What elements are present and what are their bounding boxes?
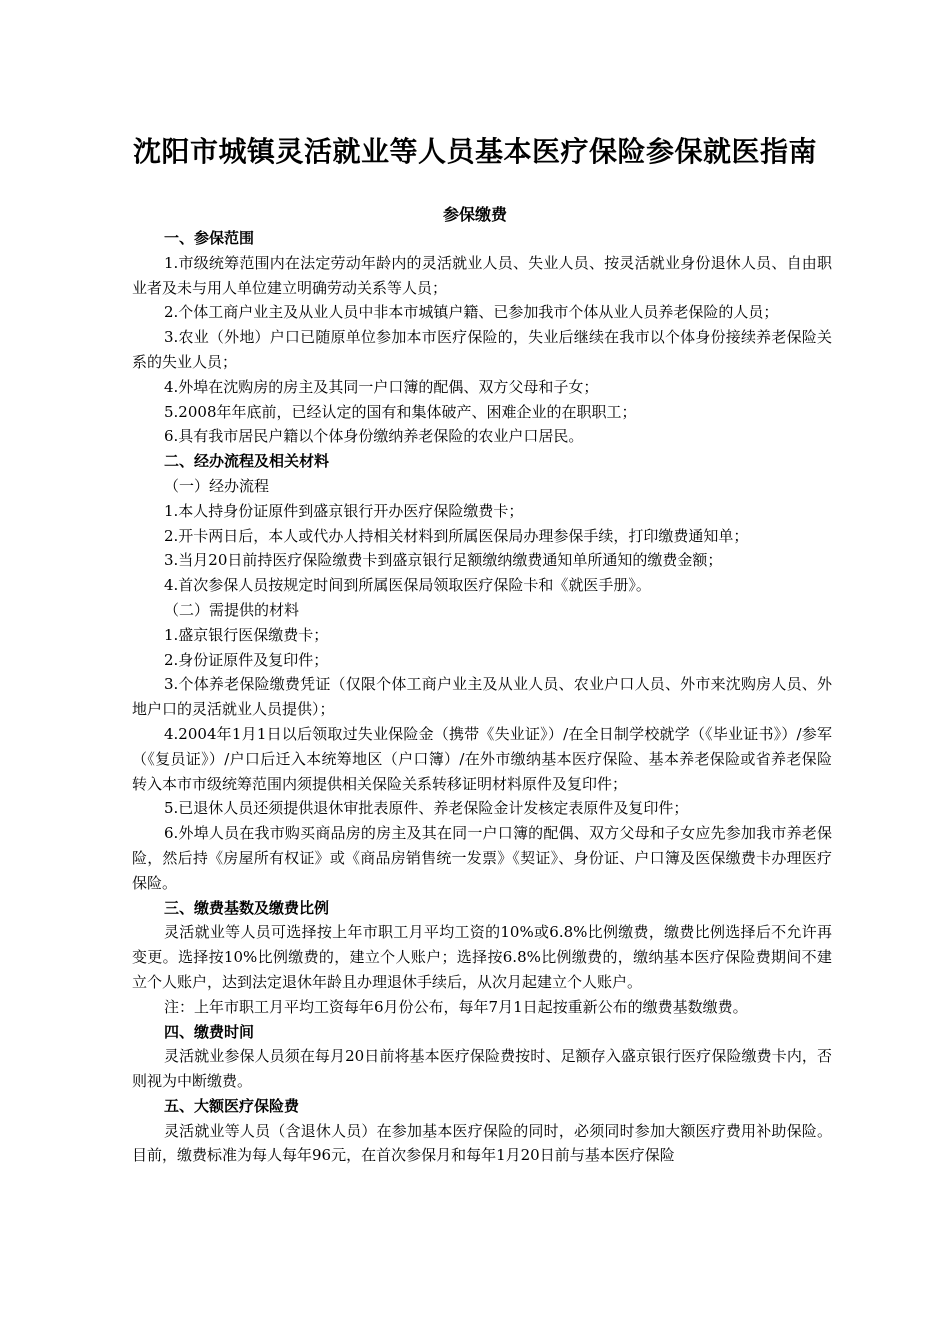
scope-item: 4.外埠在沈购房的房主及其同一户口簿的配偶、双方父母和子女； [164,377,599,396]
section-subtitle: 参保缴费 [442,205,507,224]
scope-item: 6.具有我市居民户籍以个体身份缴纳养老保险的农业户口居民。 [164,427,584,446]
subheading-flow: （一）经办流程 [164,476,270,495]
heading-major-medical: 五、大额医疗保险费 [164,1096,300,1115]
payment-time-text: 灵活就业参保人员须在每月20日前将基本医疗保险费按时、足额存入盛京银行医疗保险缴费卡内，否则视为中断缴费。 [132,1047,832,1091]
material-item: 6.外埠人员在我市购买商品房的房主及其在同一户口簿的配偶、双方父母和子女应先参加我市养老保险，然后持《房屋所有权证》或《商品房销售统一发票》《契证》、身份证、户口簿及医保缴费卡办理医疗保险。 [132,824,832,892]
flow-item: 2.开卡两日后，本人或代办人持相关材料到所属医保局办理参保手续，打印缴费通知单； [164,526,749,545]
subheading-materials: （二）需提供的材料 [164,600,300,619]
material-item: 5.已退休人员还须提供退休审批表原件、养老保险金计发核定表原件及复印件； [164,799,689,818]
material-item: 4.2004年1月1日以后领取过失业保险金（携带《失业证》）/在全日制学校就学（《毕业证书》）/参军（《复员证》）/户口后迁入本统筹地区（户口簿）/在外市缴纳基本医疗保险、基本养老保险或省养老保险转入本市市级统筹范围内须提供相关保险关系转移证明材料原件及复印件； [132,724,832,793]
scope-item: 2.个体工商户业主及从业人员中非本市城镇户籍、已参加我市个体从业人员养老保险的人员； [164,303,779,322]
contribution-text: 灵活就业等人员可选择按上年市职工月平均工资的10%或6.8%比例缴费，缴费比例选择后不允许再变更。选择按10%比例缴费的，建立个人账户；选择按6.8%比例缴费的，缴纳基本医疗保险费期间不建立个人账户，达到法定退休年龄且办理退休手续后，从次月起建立个人账户。 [132,923,832,991]
document-title: 沈阳市城镇灵活就业等人员基本医疗保险参保就医指南 [132,135,817,168]
heading-process: 二、经办流程及相关材料 [164,452,330,471]
flow-item: 3.当月20日前持医疗保险缴费卡到盛京银行足额缴纳缴费通知单所通知的缴费金额； [164,551,723,570]
scope-item: 3.农业（外地）户口已随原单位参加本市医疗保险的，失业后继续在我市以个体身份接续养老保险关系的失业人员； [132,328,832,371]
flow-item: 4.首次参保人员按规定时间到所属医保局领取医疗保险卡和《就医手册》。 [164,576,651,595]
heading-contribution-rate: 三、缴费基数及缴费比例 [164,898,330,917]
heading-payment-time: 四、缴费时间 [164,1022,255,1041]
material-item: 2.身份证原件及复印件； [164,650,329,669]
flow-item: 1.本人持身份证原件到盛京银行开办医疗保险缴费卡； [164,501,524,520]
scope-item: 1.市级统筹范围内在法定劳动年龄内的灵活就业人员、失业人员、按灵活就业身份退休人员、自由职业者及未与用人单位建立明确劳动关系等人员； [132,253,832,297]
heading-scope: 一、参保范围 [164,229,255,247]
material-item: 1.盛京银行医保缴费卡； [164,625,329,644]
document-body [132,226,832,1168]
major-medical-text: 灵活就业等人员（含退休人员）在参加基本医疗保险的同时，必须同时参加大额医疗费用补助保险。目前，缴费标准为每人每年96元，在首次参保月和每年1月20日前与基本医疗保险 [132,1121,832,1165]
material-item: 3.个体养老保险缴费凭证（仅限个体工商户业主及从业人员、农业户口人员、外市来沈购房人员、外地户口的灵活就业人员提供）； [132,675,832,719]
scope-item: 5.2008年年底前，已经认定的国有和集体破产、困难企业的在职职工； [164,402,637,421]
contribution-note: 注：上年市职工月平均工资每年6月份公布，每年7月1日起按重新公布的缴费基数缴费。 [164,997,748,1016]
